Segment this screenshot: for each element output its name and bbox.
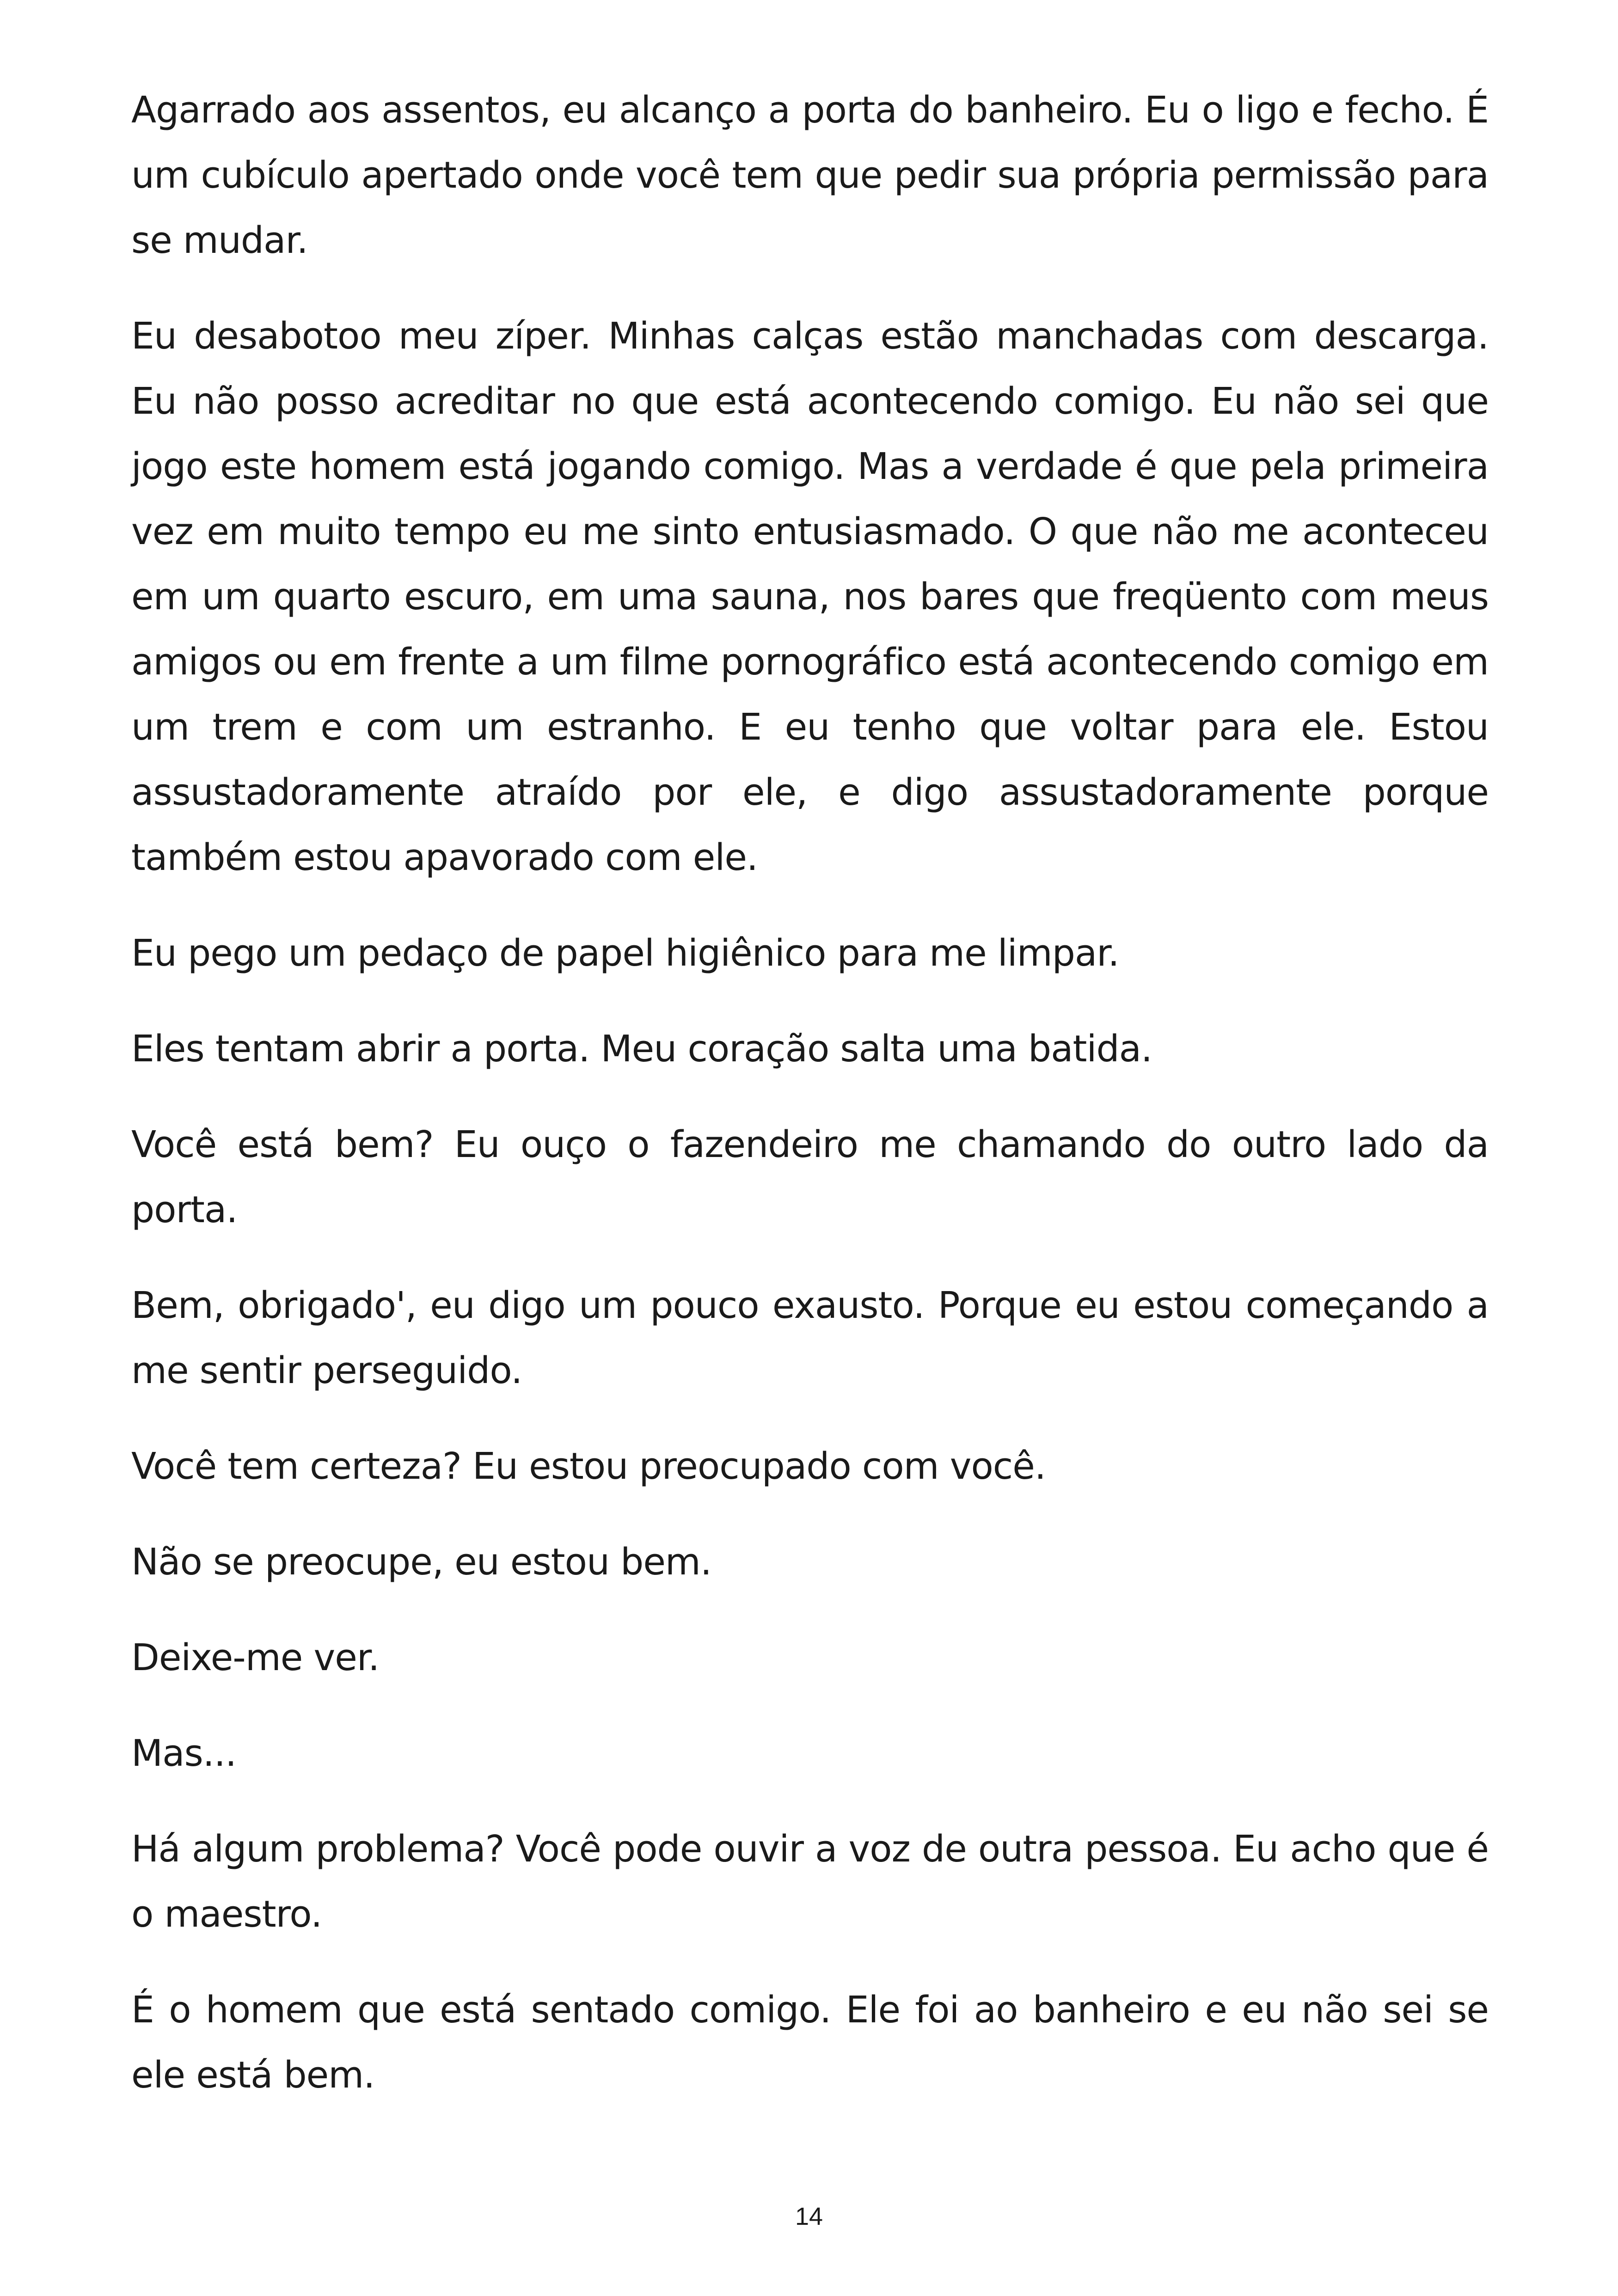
paragraph: Você está bem? Eu ouço o fazendeiro me chamando do outro lado da porta. [131,1123,1489,1231]
paragraph: Bem, obrigado', eu digo um pouco exausto. Porque eu estou começando a me sentir perseguido. [131,1284,1489,1392]
body-text [131,78,1489,2108]
paragraph: Há algum problema? Você pode ouvir a voz de outra pessoa. Eu acho que é o maestro. [131,1828,1489,1935]
paragraph: Mas... [131,1732,237,1775]
paragraph: Eu pego um pedaço de papel higiênico para me limpar. [131,932,1119,974]
paragraph: Agarrado aos assentos, eu alcanço a porta do banheiro. Eu o ligo e fecho. É um cubículo apertado onde você tem que pedir sua própria permissão para se mudar. [131,89,1489,262]
paragraph: Você tem certeza? Eu estou preocupado com você. [131,1445,1046,1488]
paragraph: Não se preocupe, eu estou bem. [131,1541,711,1583]
paragraph: Eles tentam abrir a porta. Meu coração salta uma batida. [131,1028,1152,1070]
paragraph: Deixe-me ver. [131,1636,380,1679]
page-number: 14 [795,2203,823,2230]
paragraph: Eu desabotoo meu zíper. Minhas calças estão manchadas com descarga. Eu não posso acreditar no que está acontecendo comigo. Eu não sei que jogo este homem está jogando comigo. Mas a verdade é que pela primeira vez em muito tempo eu me sinto entusiasmado. O que não me aconteceu em um quarto escuro, em uma sauna, nos bares que freqüento com meus amigos ou em frente a um filme pornográfico está acontecendo comigo em um trem e com um estranho. E eu tenho que voltar para ele. Estou assustadoramente atraído por ele, e digo assustadoramente porque também estou apavorado com ele. [131,315,1489,879]
paragraph: É o homem que está sentado comigo. Ele foi ao banheiro e eu não sei se ele está bem. [131,1989,1489,2096]
